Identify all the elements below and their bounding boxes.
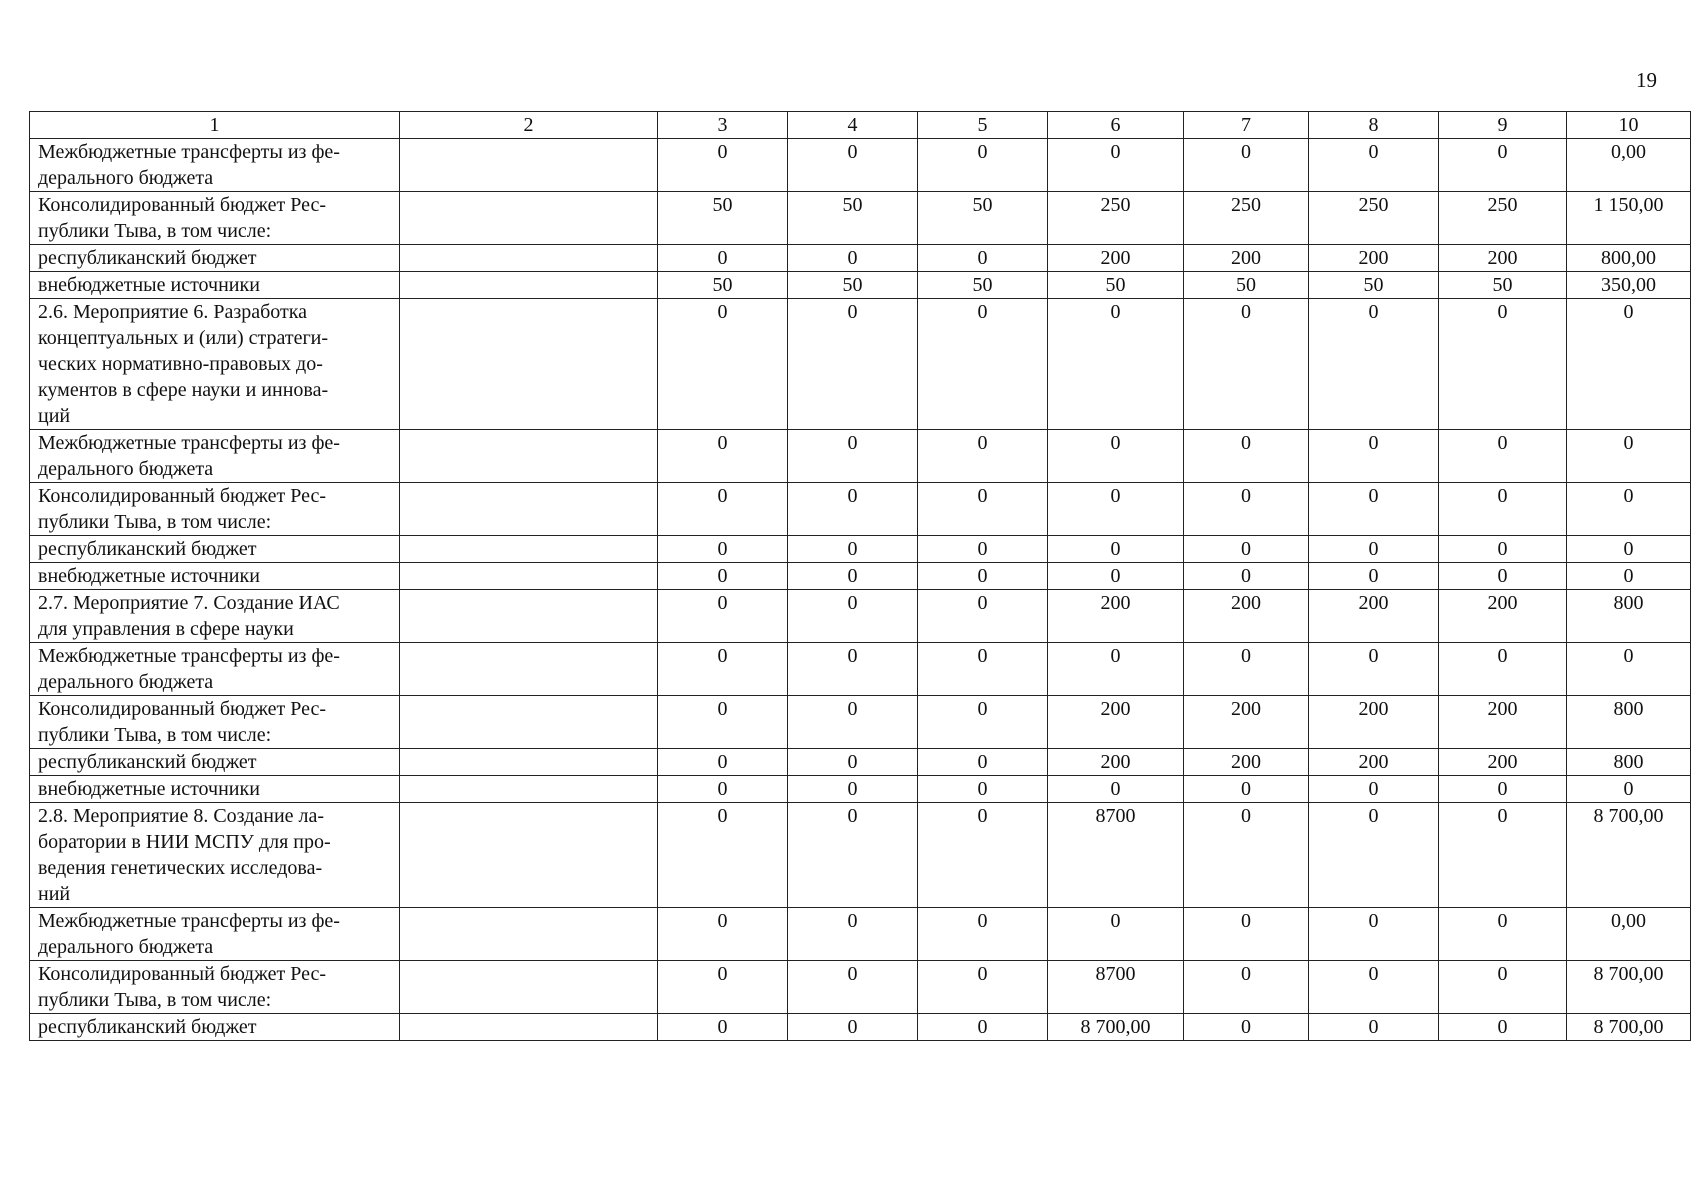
value-cell: 0 bbox=[1439, 908, 1567, 961]
value-cell: 200 bbox=[1048, 590, 1184, 643]
value-cell: 0 bbox=[1184, 430, 1309, 483]
value-cell: 50 bbox=[658, 192, 788, 245]
value-cell: 50 bbox=[1309, 272, 1439, 299]
row-label: 2.8. Мероприятие 8. Создание ла- боратории в НИИ МСПУ для про- ведения генетических исследова- ний bbox=[30, 803, 400, 908]
row-label: Консолидированный бюджет Рес- публики Тыва, в том числе: bbox=[30, 192, 400, 245]
value-cell: 0 bbox=[788, 483, 918, 536]
value-cell: 0 bbox=[658, 696, 788, 749]
table-row bbox=[30, 961, 1691, 1014]
row-label: внебюджетные источники bbox=[30, 563, 400, 590]
value-cell: 0 bbox=[788, 776, 918, 803]
value-cell: 0 bbox=[918, 776, 1048, 803]
value-cell: 0 bbox=[1567, 430, 1691, 483]
value-cell: 200 bbox=[1048, 749, 1184, 776]
value-cell: 0 bbox=[918, 430, 1048, 483]
table-row bbox=[30, 803, 1691, 908]
value-cell: 200 bbox=[1184, 590, 1309, 643]
value-cell: 0 bbox=[1309, 908, 1439, 961]
value-cell: 250 bbox=[1184, 192, 1309, 245]
value-cell: 0 bbox=[918, 961, 1048, 1014]
row-col2-cell bbox=[400, 643, 658, 696]
value-cell: 0 bbox=[918, 483, 1048, 536]
value-cell: 8700 bbox=[1048, 803, 1184, 908]
row-col2-cell bbox=[400, 192, 658, 245]
value-cell: 0 bbox=[658, 961, 788, 1014]
value-cell: 200 bbox=[1184, 245, 1309, 272]
value-cell: 0 bbox=[1567, 563, 1691, 590]
value-cell: 250 bbox=[1439, 192, 1567, 245]
row-label: Консолидированный бюджет Рес- публики Тыва, в том числе: bbox=[30, 961, 400, 1014]
value-cell: 0 bbox=[1439, 803, 1567, 908]
value-cell: 0 bbox=[918, 1014, 1048, 1041]
table-row bbox=[30, 1014, 1691, 1041]
value-cell: 800 bbox=[1567, 590, 1691, 643]
page-number: 19 bbox=[1636, 68, 1657, 92]
table-row bbox=[30, 776, 1691, 803]
value-cell: 0,00 bbox=[1567, 908, 1691, 961]
value-cell: 0 bbox=[658, 590, 788, 643]
value-cell: 200 bbox=[1439, 245, 1567, 272]
value-cell: 0 bbox=[1309, 139, 1439, 192]
value-cell: 0 bbox=[788, 245, 918, 272]
value-cell: 0 bbox=[788, 643, 918, 696]
row-label: Консолидированный бюджет Рес- публики Тыва, в том числе: bbox=[30, 696, 400, 749]
value-cell: 50 bbox=[658, 272, 788, 299]
row-label: 2.7. Мероприятие 7. Создание ИАС для управления в сфере науки bbox=[30, 590, 400, 643]
value-cell: 0 bbox=[1184, 536, 1309, 563]
row-col2-cell bbox=[400, 536, 658, 563]
table-row bbox=[30, 483, 1691, 536]
value-cell: 0 bbox=[788, 908, 918, 961]
value-cell: 0 bbox=[1567, 536, 1691, 563]
value-cell: 0 bbox=[918, 749, 1048, 776]
value-cell: 0 bbox=[1184, 908, 1309, 961]
value-cell: 0 bbox=[1048, 563, 1184, 590]
value-cell: 800 bbox=[1567, 749, 1691, 776]
value-cell: 0 bbox=[1184, 483, 1309, 536]
table-row bbox=[30, 749, 1691, 776]
row-col2-cell bbox=[400, 299, 658, 430]
value-cell: 8 700,00 bbox=[1567, 961, 1691, 1014]
row-col2-cell bbox=[400, 139, 658, 192]
value-cell: 0 bbox=[918, 139, 1048, 192]
row-label: 2.6. Мероприятие 6. Разработка концептуальных и (или) стратеги- ческих нормативно-правовых до- кументов в сфере науки и иннова- ций bbox=[30, 299, 400, 430]
table-body bbox=[30, 139, 1691, 1041]
value-cell: 0 bbox=[1048, 643, 1184, 696]
value-cell: 0 bbox=[788, 139, 918, 192]
value-cell: 8 700,00 bbox=[1048, 1014, 1184, 1041]
value-cell: 0 bbox=[788, 749, 918, 776]
value-cell: 0 bbox=[1309, 1014, 1439, 1041]
row-col2-cell bbox=[400, 803, 658, 908]
value-cell: 0 bbox=[658, 536, 788, 563]
value-cell: 0 bbox=[1439, 139, 1567, 192]
value-cell: 0 bbox=[788, 1014, 918, 1041]
table-row bbox=[30, 696, 1691, 749]
row-col2-cell bbox=[400, 961, 658, 1014]
value-cell: 8700 bbox=[1048, 961, 1184, 1014]
column-header: 6 bbox=[1048, 112, 1184, 139]
row-col2-cell bbox=[400, 563, 658, 590]
column-header: 7 bbox=[1184, 112, 1309, 139]
value-cell: 0 bbox=[918, 643, 1048, 696]
row-label: внебюджетные источники bbox=[30, 776, 400, 803]
table-row bbox=[30, 536, 1691, 563]
table-row bbox=[30, 563, 1691, 590]
value-cell: 0 bbox=[658, 299, 788, 430]
row-label: республиканский бюджет bbox=[30, 536, 400, 563]
value-cell: 0 bbox=[1439, 536, 1567, 563]
value-cell: 50 bbox=[1184, 272, 1309, 299]
value-cell: 0 bbox=[658, 245, 788, 272]
value-cell: 200 bbox=[1048, 696, 1184, 749]
value-cell: 0 bbox=[1309, 483, 1439, 536]
value-cell: 0 bbox=[788, 590, 918, 643]
value-cell: 0 bbox=[1439, 1014, 1567, 1041]
value-cell: 8 700,00 bbox=[1567, 1014, 1691, 1041]
value-cell: 200 bbox=[1309, 590, 1439, 643]
row-label: Межбюджетные трансферты из фе- дерального бюджета bbox=[30, 643, 400, 696]
value-cell: 200 bbox=[1309, 696, 1439, 749]
value-cell: 8 700,00 bbox=[1567, 803, 1691, 908]
value-cell: 0 bbox=[658, 563, 788, 590]
value-cell: 0 bbox=[1439, 643, 1567, 696]
row-col2-cell bbox=[400, 908, 658, 961]
value-cell: 200 bbox=[1309, 245, 1439, 272]
value-cell: 0 bbox=[1184, 776, 1309, 803]
column-header: 9 bbox=[1439, 112, 1567, 139]
value-cell: 200 bbox=[1439, 696, 1567, 749]
value-cell: 0 bbox=[1439, 563, 1567, 590]
value-cell: 0 bbox=[1309, 536, 1439, 563]
column-header: 4 bbox=[788, 112, 918, 139]
value-cell: 0 bbox=[1048, 776, 1184, 803]
value-cell: 0 bbox=[1184, 803, 1309, 908]
value-cell: 0 bbox=[658, 1014, 788, 1041]
value-cell: 0 bbox=[788, 536, 918, 563]
value-cell: 0 bbox=[1309, 961, 1439, 1014]
value-cell: 0 bbox=[918, 536, 1048, 563]
value-cell: 0 bbox=[1048, 483, 1184, 536]
value-cell: 0 bbox=[1567, 776, 1691, 803]
value-cell: 0 bbox=[918, 908, 1048, 961]
value-cell: 0 bbox=[1567, 643, 1691, 696]
value-cell: 200 bbox=[1184, 696, 1309, 749]
value-cell: 0 bbox=[658, 643, 788, 696]
row-label: Межбюджетные трансферты из фе- дерального бюджета bbox=[30, 908, 400, 961]
value-cell: 0 bbox=[1309, 430, 1439, 483]
budget-table bbox=[29, 111, 1691, 1041]
row-label: внебюджетные источники bbox=[30, 272, 400, 299]
value-cell: 1 150,00 bbox=[1567, 192, 1691, 245]
value-cell: 250 bbox=[1309, 192, 1439, 245]
value-cell: 0 bbox=[918, 245, 1048, 272]
row-label: Межбюджетные трансферты из фе- дерального бюджета bbox=[30, 430, 400, 483]
value-cell: 0 bbox=[1184, 1014, 1309, 1041]
value-cell: 200 bbox=[1309, 749, 1439, 776]
value-cell: 200 bbox=[1439, 749, 1567, 776]
value-cell: 0 bbox=[1439, 299, 1567, 430]
table-row bbox=[30, 245, 1691, 272]
value-cell: 0 bbox=[1439, 961, 1567, 1014]
value-cell: 0 bbox=[1309, 299, 1439, 430]
table-row bbox=[30, 643, 1691, 696]
value-cell: 200 bbox=[1048, 245, 1184, 272]
table-row bbox=[30, 139, 1691, 192]
value-cell: 0 bbox=[788, 299, 918, 430]
row-label: республиканский бюджет bbox=[30, 245, 400, 272]
value-cell: 0 bbox=[1309, 776, 1439, 803]
row-col2-cell bbox=[400, 430, 658, 483]
value-cell: 50 bbox=[918, 272, 1048, 299]
value-cell: 0 bbox=[1048, 536, 1184, 563]
value-cell: 800,00 bbox=[1567, 245, 1691, 272]
value-cell: 0 bbox=[1567, 483, 1691, 536]
value-cell: 200 bbox=[1184, 749, 1309, 776]
value-cell: 50 bbox=[788, 192, 918, 245]
value-cell: 0 bbox=[1309, 803, 1439, 908]
value-cell: 0 bbox=[1309, 643, 1439, 696]
value-cell: 0 bbox=[658, 139, 788, 192]
row-col2-cell bbox=[400, 749, 658, 776]
value-cell: 0 bbox=[658, 430, 788, 483]
column-header: 10 bbox=[1567, 112, 1691, 139]
value-cell: 0 bbox=[918, 590, 1048, 643]
value-cell: 0 bbox=[1439, 776, 1567, 803]
row-col2-cell bbox=[400, 483, 658, 536]
header-row bbox=[30, 112, 1691, 139]
value-cell: 0 bbox=[1048, 908, 1184, 961]
value-cell: 0 bbox=[1048, 430, 1184, 483]
value-cell: 0 bbox=[918, 696, 1048, 749]
value-cell: 200 bbox=[1439, 590, 1567, 643]
value-cell: 0 bbox=[658, 803, 788, 908]
value-cell: 0,00 bbox=[1567, 139, 1691, 192]
row-col2-cell bbox=[400, 696, 658, 749]
row-col2-cell bbox=[400, 776, 658, 803]
value-cell: 0 bbox=[1184, 643, 1309, 696]
table-row bbox=[30, 272, 1691, 299]
value-cell: 0 bbox=[788, 961, 918, 1014]
value-cell: 0 bbox=[1184, 961, 1309, 1014]
row-col2-cell bbox=[400, 590, 658, 643]
value-cell: 50 bbox=[788, 272, 918, 299]
column-header: 5 bbox=[918, 112, 1048, 139]
row-col2-cell bbox=[400, 1014, 658, 1041]
value-cell: 0 bbox=[1567, 299, 1691, 430]
value-cell: 0 bbox=[918, 803, 1048, 908]
value-cell: 0 bbox=[658, 908, 788, 961]
value-cell: 0 bbox=[658, 483, 788, 536]
column-header: 2 bbox=[400, 112, 658, 139]
value-cell: 350,00 bbox=[1567, 272, 1691, 299]
value-cell: 50 bbox=[1048, 272, 1184, 299]
value-cell: 0 bbox=[1439, 430, 1567, 483]
value-cell: 0 bbox=[788, 803, 918, 908]
value-cell: 800 bbox=[1567, 696, 1691, 749]
table-row bbox=[30, 590, 1691, 643]
value-cell: 0 bbox=[918, 299, 1048, 430]
value-cell: 0 bbox=[658, 749, 788, 776]
column-header: 3 bbox=[658, 112, 788, 139]
value-cell: 0 bbox=[1439, 483, 1567, 536]
table-row bbox=[30, 192, 1691, 245]
table-row bbox=[30, 430, 1691, 483]
value-cell: 50 bbox=[918, 192, 1048, 245]
row-label: республиканский бюджет bbox=[30, 749, 400, 776]
value-cell: 0 bbox=[788, 563, 918, 590]
column-header: 8 bbox=[1309, 112, 1439, 139]
column-header: 1 bbox=[30, 112, 400, 139]
value-cell: 50 bbox=[1439, 272, 1567, 299]
value-cell: 0 bbox=[1184, 299, 1309, 430]
value-cell: 0 bbox=[788, 696, 918, 749]
value-cell: 0 bbox=[1048, 139, 1184, 192]
value-cell: 0 bbox=[918, 563, 1048, 590]
value-cell: 250 bbox=[1048, 192, 1184, 245]
value-cell: 0 bbox=[658, 776, 788, 803]
table-row bbox=[30, 299, 1691, 430]
value-cell: 0 bbox=[1184, 139, 1309, 192]
value-cell: 0 bbox=[1309, 563, 1439, 590]
row-label: Межбюджетные трансферты из фе- дерального бюджета bbox=[30, 139, 400, 192]
value-cell: 0 bbox=[1048, 299, 1184, 430]
row-col2-cell bbox=[400, 272, 658, 299]
row-col2-cell bbox=[400, 245, 658, 272]
row-label: Консолидированный бюджет Рес- публики Тыва, в том числе: bbox=[30, 483, 400, 536]
value-cell: 0 bbox=[788, 430, 918, 483]
value-cell: 0 bbox=[1184, 563, 1309, 590]
row-label: республиканский бюджет bbox=[30, 1014, 400, 1041]
table-row bbox=[30, 908, 1691, 961]
